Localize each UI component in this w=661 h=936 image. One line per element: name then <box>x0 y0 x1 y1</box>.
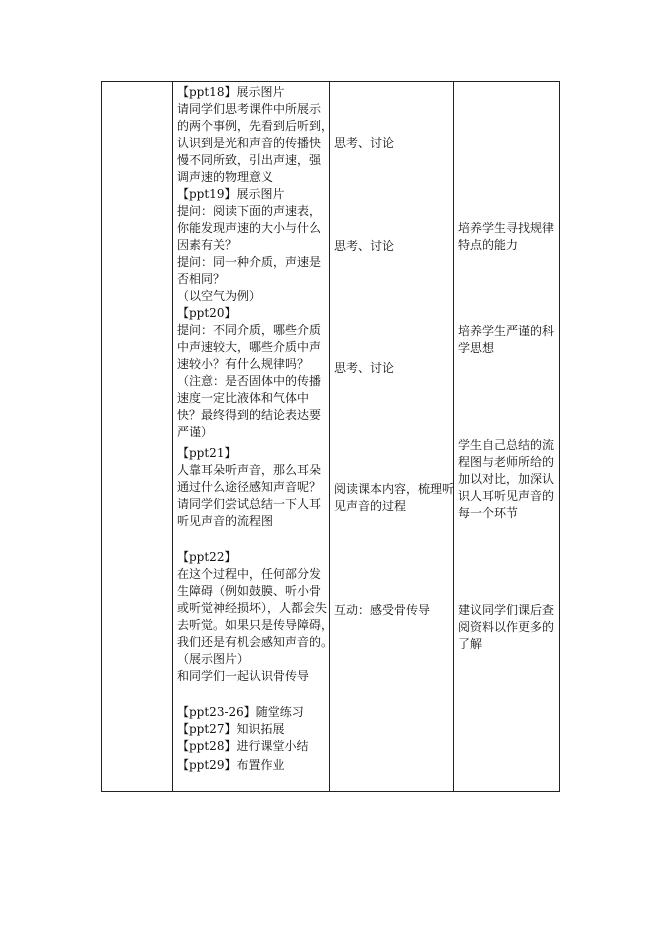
design-intent-cell <box>454 82 560 792</box>
text-line: 【ppt20】 <box>177 306 237 320</box>
text-line: 思考、讨论 <box>334 136 395 150</box>
text-line: （展示图片） <box>177 652 250 666</box>
text-line: 因素有关？ <box>177 238 238 252</box>
text-line: 【ppt19】展示图片 <box>177 187 285 201</box>
text-line: 调声速的物理意义 <box>177 170 274 184</box>
text-line: （注意：是否固体中的传播 <box>177 374 322 388</box>
text-line: （以空气为例） <box>177 289 262 303</box>
text-line: 的两个事例，先看到后听到， <box>177 119 334 133</box>
text-line: 每一个环节 <box>458 506 519 520</box>
text-line: 培养学生严谨的科 <box>458 324 555 338</box>
text-line: 认识到是光和声音的传播快 <box>177 136 322 150</box>
text-line: 【ppt29】布置作业 <box>177 758 285 772</box>
text-line: 学生自己总结的流 <box>458 438 555 452</box>
text-line: 识人耳听见声音的 <box>458 489 555 503</box>
text-line: 思考、讨论 <box>334 239 395 253</box>
text-line: 【ppt22】 <box>177 550 237 564</box>
text-line: 听见声音的流程图 <box>177 514 274 528</box>
text-line: 阅资料以作更多的 <box>458 620 555 634</box>
text-line: 生障碍（例如鼓膜、听小骨 <box>177 584 322 598</box>
blank-column-cell <box>102 82 173 792</box>
text-line: 人靠耳朵听声音，那么耳朵 <box>177 463 322 477</box>
text-line: 【ppt21】 <box>177 446 237 460</box>
text-line: 在这个过程中，任何部分发 <box>177 567 322 581</box>
text-line: 提问：不同介质，哪些介质 <box>177 323 322 337</box>
text-line: 【ppt18】展示图片 <box>177 85 285 99</box>
text-line: 思考、讨论 <box>334 361 395 375</box>
text-line: 我们还是有机会感知声音的。 <box>177 635 334 649</box>
text-line: 快？最终得到的结论表达要 <box>177 408 322 422</box>
text-line: 【ppt27】知识拓展 <box>177 722 285 736</box>
student-activity-cell <box>330 82 454 792</box>
text-line: 培养学生寻找规律 <box>458 221 555 235</box>
text-line: 慢不同所致，引出声速，强 <box>177 153 322 167</box>
text-line: 去听觉。如果只是传导障碍， <box>177 618 334 632</box>
text-line: 【ppt28】进行课堂小结 <box>177 739 309 753</box>
text-line: 见声音的过程 <box>334 499 407 513</box>
text-line: 否相同？ <box>177 272 226 286</box>
text-line: 请同学们思考课件中所展示 <box>177 102 322 116</box>
text-line: 速较小？有什么规律吗？ <box>177 357 310 371</box>
text-line: 互动：感受骨传导 <box>334 603 431 617</box>
teacher-activity-cell <box>173 82 334 792</box>
text-line: 提问：阅读下面的声速表， <box>177 204 322 218</box>
text-line: 你能发现声速的大小与什么 <box>177 221 322 235</box>
text-line: 了解 <box>458 637 483 651</box>
text-line: 或听觉神经损坏），人都会失 <box>177 601 328 615</box>
text-line: 通过什么途径感知声音呢？ <box>177 480 322 494</box>
text-line: 特点的能力 <box>458 238 519 252</box>
lesson-plan-table <box>101 81 560 792</box>
text-line: 阅读课本内容，梳理听 <box>334 482 455 496</box>
text-line: 建议同学们课后查 <box>458 603 555 617</box>
text-line: 【ppt23-26】随堂练习 <box>177 705 304 719</box>
table-row <box>102 82 560 792</box>
text-line: 请同学们尝试总结一下人耳 <box>177 497 322 511</box>
text-line: 严谨） <box>177 425 214 439</box>
text-line: 程图与老师所给的 <box>458 455 555 469</box>
text-line: 提问：同一种介质，声速是 <box>177 255 322 269</box>
text-line: 加以对比，加深认 <box>458 472 555 486</box>
text-line: 速度一定比液体和气体中 <box>177 391 310 405</box>
text-line: 中声速较大，哪些介质中声 <box>177 340 322 354</box>
text-line: 学思想 <box>458 341 495 355</box>
text-line: 和同学们一起认识骨传导 <box>177 669 310 683</box>
